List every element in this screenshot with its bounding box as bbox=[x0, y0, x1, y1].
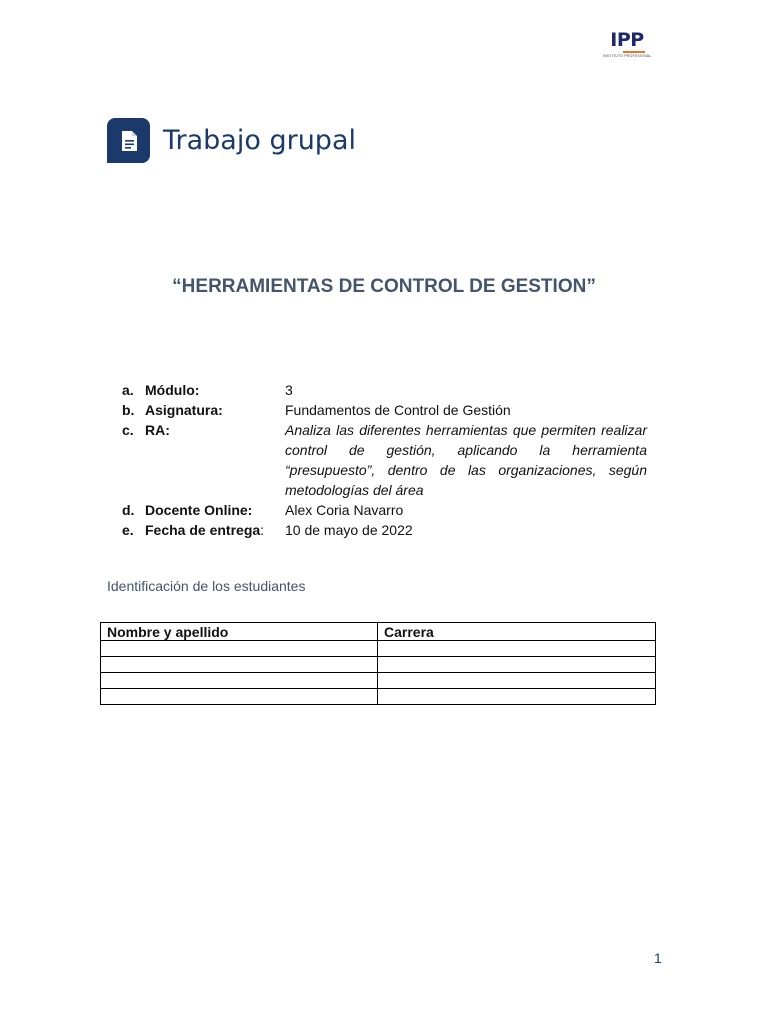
info-value: Analiza las diferentes herramientas que permiten realizar control de gestión, aplicando la herramienta “presupuesto”, dentro de las organizaciones, según metodologías del área bbox=[285, 422, 647, 498]
info-label bbox=[145, 520, 285, 540]
column-header-nombre: Nombre y apellido bbox=[101, 623, 378, 641]
logo-accent-line bbox=[623, 51, 645, 53]
table-row bbox=[101, 657, 656, 673]
info-row-ra bbox=[122, 420, 647, 500]
table-cell[interactable] bbox=[378, 657, 656, 673]
table-row bbox=[101, 641, 656, 657]
info-label-text: Fecha de entrega bbox=[145, 522, 261, 538]
info-value: Alex Coria Navarro bbox=[285, 502, 404, 518]
table-header-row bbox=[101, 623, 656, 641]
info-value: 10 de mayo de 2022 bbox=[285, 522, 413, 538]
logo-subtitle: INSTITUTO PROFESIONAL bbox=[603, 54, 652, 58]
info-letter: b. bbox=[122, 402, 135, 418]
info-row-docente bbox=[122, 500, 647, 520]
info-label: Docente Online: bbox=[145, 502, 253, 518]
logo-text: IPP bbox=[610, 29, 644, 51]
students-table bbox=[100, 622, 656, 705]
students-heading: Identificación de los estudiantes bbox=[107, 578, 306, 594]
table-row bbox=[101, 689, 656, 705]
ipp-logo bbox=[603, 30, 651, 58]
table-cell[interactable] bbox=[378, 673, 656, 689]
info-value: 3 bbox=[285, 382, 293, 398]
info-label: RA: bbox=[145, 422, 170, 438]
header-title: Trabajo grupal bbox=[163, 125, 356, 156]
section-header bbox=[107, 118, 356, 163]
course-info-list bbox=[122, 380, 647, 540]
info-letter: c. bbox=[122, 422, 134, 438]
table-cell[interactable] bbox=[101, 689, 378, 705]
table-cell[interactable] bbox=[378, 689, 656, 705]
info-letter: e. bbox=[122, 522, 134, 538]
info-label: Módulo: bbox=[145, 382, 200, 398]
info-letter: a. bbox=[122, 382, 134, 398]
info-value: Fundamentos de Control de Gestión bbox=[285, 402, 511, 418]
info-label: Asignatura: bbox=[145, 402, 223, 418]
info-letter: d. bbox=[122, 502, 135, 518]
info-row-modulo bbox=[122, 380, 647, 400]
column-header-carrera: Carrera bbox=[378, 623, 656, 641]
info-label-colon: : bbox=[260, 522, 265, 538]
table-cell[interactable] bbox=[101, 673, 378, 689]
info-row-asignatura bbox=[122, 400, 647, 420]
info-row-fecha bbox=[122, 520, 647, 540]
document-title: “HERRAMIENTAS DE CONTROL DE GESTION” bbox=[172, 276, 596, 297]
document-icon bbox=[107, 118, 150, 163]
page-number: 1 bbox=[654, 950, 662, 966]
table-cell[interactable] bbox=[378, 641, 656, 657]
table-cell[interactable] bbox=[101, 641, 378, 657]
table-row bbox=[101, 673, 656, 689]
table-cell[interactable] bbox=[101, 657, 378, 673]
